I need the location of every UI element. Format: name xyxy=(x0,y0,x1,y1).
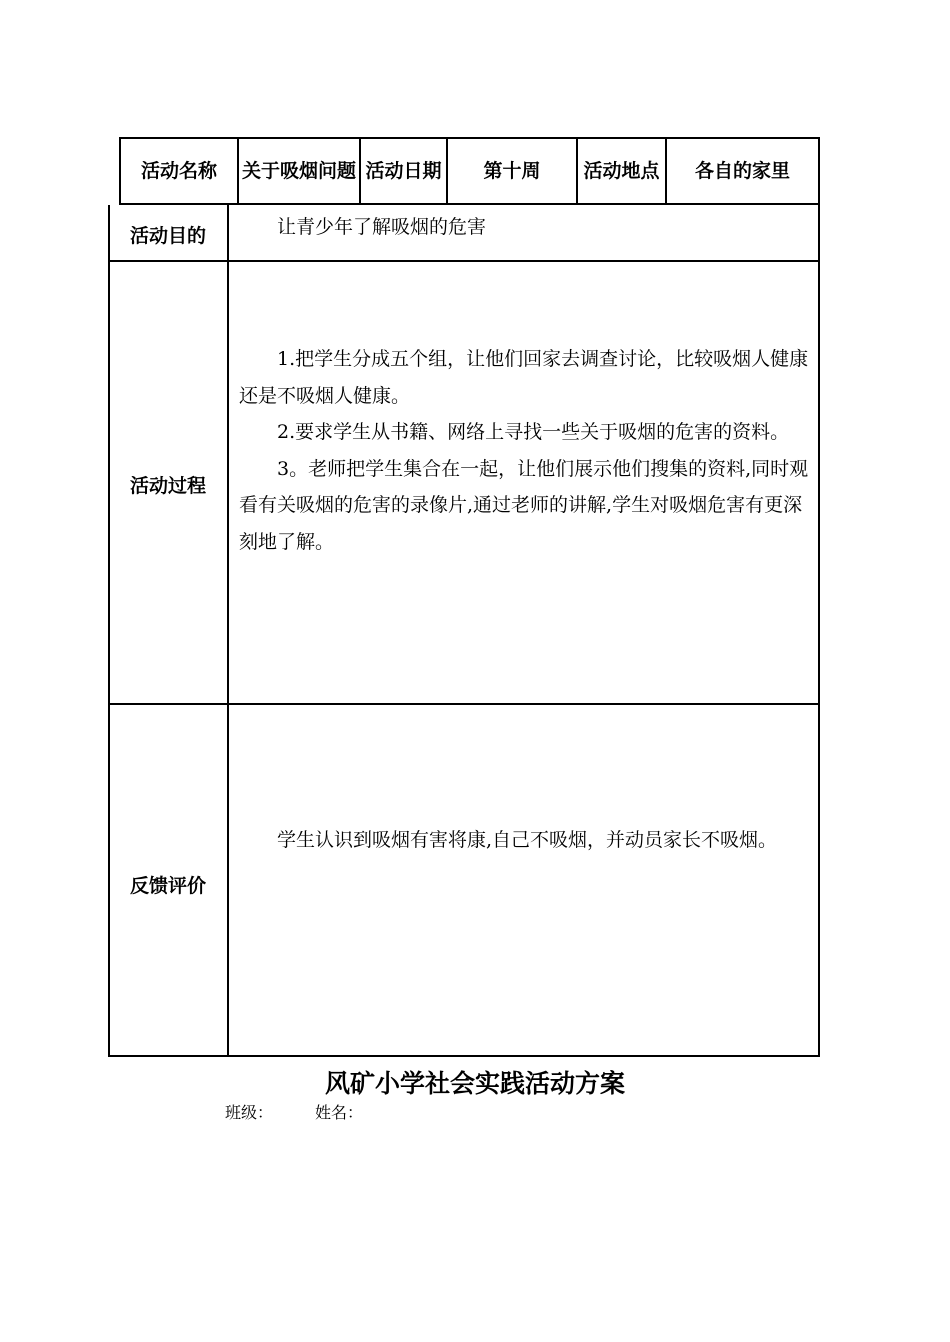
activity-place-label xyxy=(578,139,667,203)
activity-topic-line1: 关于吸烟 xyxy=(241,160,318,182)
name-label: 姓名： xyxy=(315,1103,364,1122)
table-column-divider xyxy=(227,205,229,1057)
table-border-left xyxy=(108,205,110,1057)
activity-table xyxy=(108,205,820,1057)
feedback-label: 反馈评价 xyxy=(129,875,206,897)
class-label: 班级： xyxy=(225,1103,274,1122)
purpose-label: 活动目的 xyxy=(129,225,206,247)
activity-place-label-line1: 活动 xyxy=(583,160,622,182)
activity-topic xyxy=(239,139,361,203)
process-step-1: 1.把学生分成五个组，让他们回家去调查讨论，比较吸烟人健康还是不吸烟人健康。 xyxy=(239,348,809,407)
table-border-bottom xyxy=(108,1055,820,1057)
activity-date-label-line1: 活动 xyxy=(365,160,404,182)
activity-date-value: 第十周 xyxy=(448,139,578,203)
activity-date-label-line2: 日期 xyxy=(403,160,442,182)
row-divider-process xyxy=(108,703,820,705)
process-text-cell xyxy=(239,341,811,560)
activity-topic-line2: 问题 xyxy=(318,160,357,182)
activity-place-label-line2: 地点 xyxy=(621,160,660,182)
activity-name-label: 活动名称 xyxy=(121,139,239,203)
document-title: 风矿小学社会实践活动方案 xyxy=(324,1069,625,1098)
process-label: 活动过程 xyxy=(129,475,206,497)
feedback-text: 学生认识到吸烟有害将康,自己不吸烟，并动员家长不吸烟。 xyxy=(277,829,778,851)
process-step-3: 3。老师把学生集合在一起，让他们展示他们搜集的资料,同时观看有关吸烟的危害的录像片,通过老师的讲解,学生对吸烟危害有更深刻地了解。 xyxy=(239,457,809,553)
feedback-text-cell xyxy=(239,822,811,859)
table-border-right xyxy=(818,205,820,1057)
process-step-2: 2.要求学生从书籍、网络上寻找一些关于吸烟的危害的资料。 xyxy=(277,421,790,443)
activity-date-label xyxy=(361,139,448,203)
activity-place-value: 各自的家里 xyxy=(694,160,790,182)
row-divider-purpose xyxy=(108,260,820,262)
purpose-text-cell xyxy=(239,209,811,246)
activity-header-row xyxy=(119,137,820,205)
purpose-text: 让青少年了解吸烟的危害 xyxy=(277,216,487,238)
